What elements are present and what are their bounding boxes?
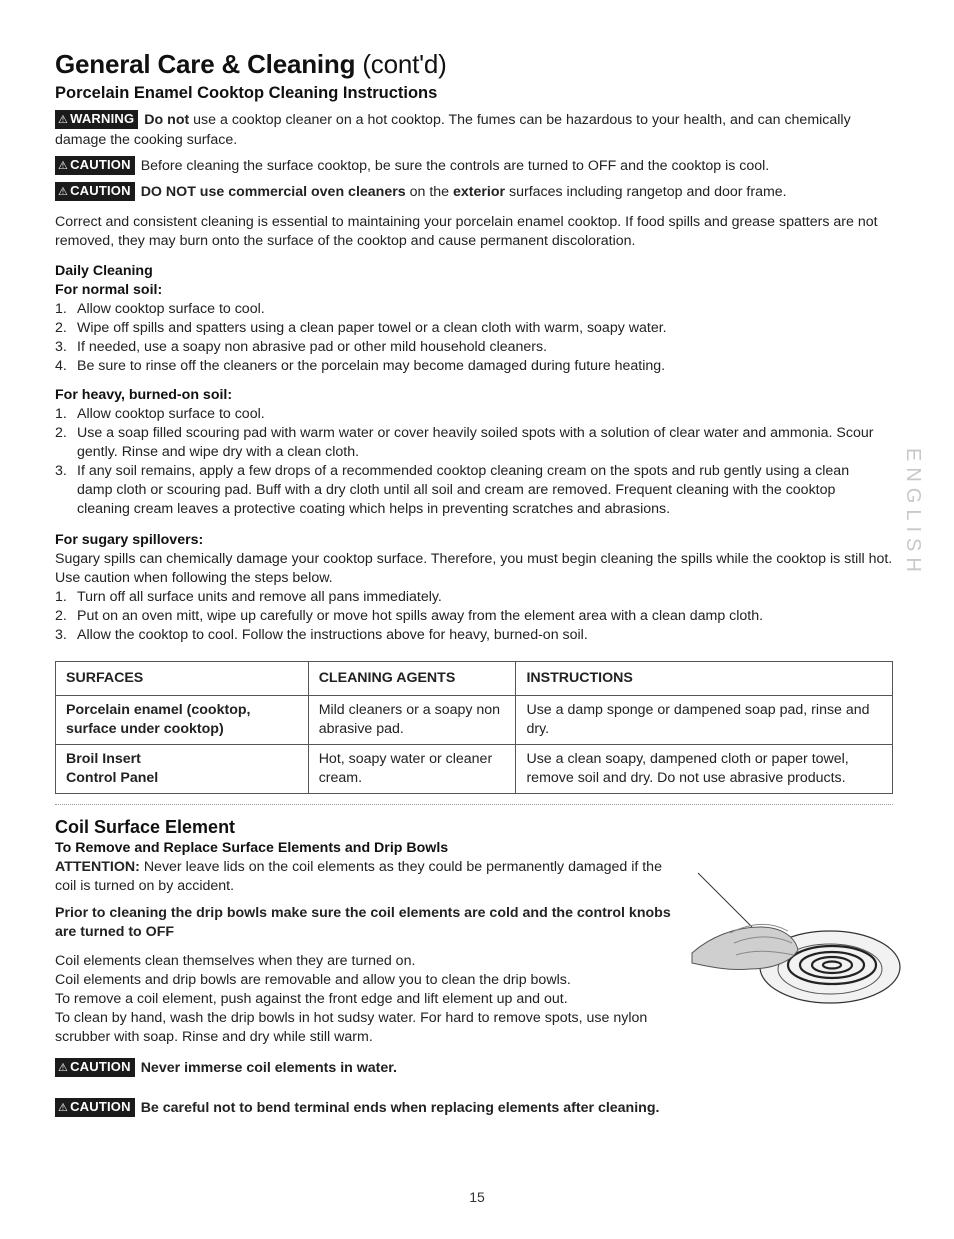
table-cell-agent: Mild cleaners or a soapy non abrasive pad.	[308, 696, 516, 745]
list-item: 1. Allow cooktop surface to cool.	[55, 406, 265, 422]
warning-triangle-icon: ⚠	[58, 1102, 69, 1114]
prior-cleaning-note: Prior to cleaning the drip bowls make sure the coil elements are cold and the control knobs are turned to OFF	[55, 905, 671, 940]
sugary-spill-steps	[55, 588, 895, 645]
normal-soil-heading: For normal soil:	[55, 282, 163, 298]
coil-section-title: Coil Surface Element	[55, 817, 236, 837]
heavy-soil-steps	[55, 405, 895, 519]
attention-label: ATTENTION:	[55, 859, 140, 875]
list-item: 1. Allow cooktop surface to cool.	[55, 301, 265, 317]
warning-bold-text: Do not	[144, 112, 190, 128]
coil-subheading: To Remove and Replace Surface Elements and Drip Bowls	[55, 840, 449, 856]
table-cell-surface: Broil Insert Control Panel	[56, 745, 309, 794]
page-title-main: General Care & Cleaning	[55, 49, 356, 79]
caution-notice-2	[55, 182, 895, 202]
coil-section-body	[55, 839, 685, 1047]
caution-bold-text: Be careful not to bend terminal ends when replacing elements after cleaning.	[140, 1100, 660, 1116]
coil-instructions	[55, 952, 670, 1047]
page-number: 15	[469, 1189, 485, 1205]
warning-text: use a cooktop cleaner on a hot cooktop. The fumes can be hazardous to your health, and can chemically damage the cooking surface.	[55, 112, 851, 148]
list-item: 2. Wipe off spills and spatters using a clean paper towel or a clean cloth with warm, soapy water.	[55, 320, 667, 336]
coil-line: To remove a coil element, push against the front edge and lift element up and out.	[55, 991, 568, 1007]
caution-badge: ⚠ CAUTION	[55, 182, 135, 201]
coil-line: Coil elements clean themselves when they are turned on.	[55, 953, 416, 969]
coil-line: Coil elements and drip bowls are removable and allow you to clean the drip bowls.	[55, 972, 571, 988]
caution-badge: ⚠ CAUTION	[55, 1098, 135, 1117]
language-side-tab	[898, 448, 924, 578]
list-item: 1. Turn off all surface units and remove all pans immediately.	[55, 589, 442, 605]
caution-text: on the	[409, 184, 450, 200]
warning-triangle-icon: ⚠	[58, 186, 69, 198]
caution-notice-1	[55, 156, 895, 176]
sugary-spill-intro: Sugary spills can chemically damage your cooktop surface. Therefore, you must begin cleaning the spills while the cooktop is still hot. Use caution when following the steps below.	[55, 551, 893, 586]
sugary-spill-section	[55, 531, 895, 645]
section-divider	[55, 804, 893, 805]
language-label: ENGLISH	[902, 448, 924, 578]
table-header: SURFACES	[56, 662, 309, 696]
table-cell-surface: Porcelain enamel (cooktop, surface under cooktop)	[56, 696, 309, 745]
coil-removal-illustration	[690, 865, 905, 1015]
list-item: 3. If needed, use a soapy non abrasive pad or other mild household cleaners.	[55, 339, 548, 355]
sugary-spill-heading: For sugary spillovers:	[55, 532, 204, 548]
heavy-soil-heading: For heavy, burned-on soil:	[55, 387, 233, 403]
table-header: CLEANING AGENTS	[308, 662, 516, 696]
caution-bold-text: Never immerse coil elements in water.	[140, 1060, 397, 1076]
table-header: INSTRUCTIONS	[516, 662, 893, 696]
section-subtitle: Porcelain Enamel Cooktop Cleaning Instructions	[55, 84, 438, 102]
daily-cleaning-heading: Daily Cleaning	[55, 263, 153, 279]
caution-bold-text: DO NOT use commercial oven cleaners	[140, 184, 406, 200]
warning-notice	[55, 110, 895, 150]
caution-notice-3	[55, 1058, 895, 1078]
page-title	[55, 48, 447, 80]
heavy-soil-section	[55, 386, 895, 519]
intro-paragraph: Correct and consistent cleaning is essential to maintaining your porcelain enamel cooktop. If food spills and grease spatters are not removed, they may burn onto the surface of the cooktop and cause permanent discoloration.	[55, 214, 878, 249]
table-row	[56, 696, 893, 745]
caution-text: surfaces including rangetop and door frame.	[509, 184, 787, 200]
caution-notice-4	[55, 1098, 895, 1118]
warning-triangle-icon: ⚠	[58, 160, 69, 172]
table-header-row	[56, 662, 893, 696]
page-title-suffix: (cont'd)	[362, 49, 447, 79]
hand-shape	[692, 927, 798, 970]
normal-soil-steps	[55, 300, 895, 376]
table-cell-instructions: Use a clean soapy, dampened cloth or paper towel, remove soil and dry. Do not use abrasive products.	[516, 745, 893, 794]
caution-bold-text: exterior	[453, 184, 506, 200]
list-item: 2. Use a soap filled scouring pad with warm water or cover heavily soiled spots with a solution of clear water and ammonia. Scour gently. Rinse and wipe dry with a clean cloth.	[55, 425, 874, 460]
table-cell-agent: Hot, soapy water or cleaner cream.	[308, 745, 516, 794]
list-item: 4. Be sure to rinse off the cleaners or the porcelain may become damaged during future heating.	[55, 358, 666, 374]
attention-paragraph	[55, 858, 675, 896]
caution-badge: ⚠ CAUTION	[55, 156, 135, 175]
list-item: 3. Allow the cooktop to cool. Follow the instructions above for heavy, burned-on soil.	[55, 627, 588, 643]
table-cell-instructions: Use a damp sponge or dampened soap pad, rinse and dry.	[516, 696, 893, 745]
list-item: 3. If any soil remains, apply a few drops of a recommended cooktop cleaning cream on the spots and rub gently using a clean damp cloth or scouring pad. Buff with a dry cloth until all soil and cream are removed. Frequent cleaning with the cooktop cleaning cream leaves a protective coating which helps in preventing scratches and abrasions.	[55, 463, 850, 517]
pointer-line	[698, 873, 752, 927]
table-row	[56, 745, 893, 794]
caution-text: Before cleaning the surface cooktop, be sure the controls are turned to OFF and the cooktop is cool.	[140, 158, 770, 174]
warning-badge: ⚠ WARNING	[55, 110, 138, 129]
caution-badge: ⚠ CAUTION	[55, 1058, 135, 1077]
warning-triangle-icon: ⚠	[58, 114, 69, 126]
list-item: 2. Put on an oven mitt, wipe up carefully or move hot spills away from the element area with a clean damp cloth.	[55, 608, 764, 624]
warning-triangle-icon: ⚠	[58, 1062, 69, 1074]
daily-cleaning-section	[55, 262, 895, 376]
attention-text: Never leave lids on the coil elements as they could be permanently damaged if the coil is turned on by accident.	[55, 859, 662, 894]
coil-line: To clean by hand, wash the drip bowls in hot sudsy water. For hard to remove spots, use nylon scrubber with soap. Rinse and dry while still warm.	[55, 1010, 648, 1045]
cleaning-table	[55, 661, 893, 794]
